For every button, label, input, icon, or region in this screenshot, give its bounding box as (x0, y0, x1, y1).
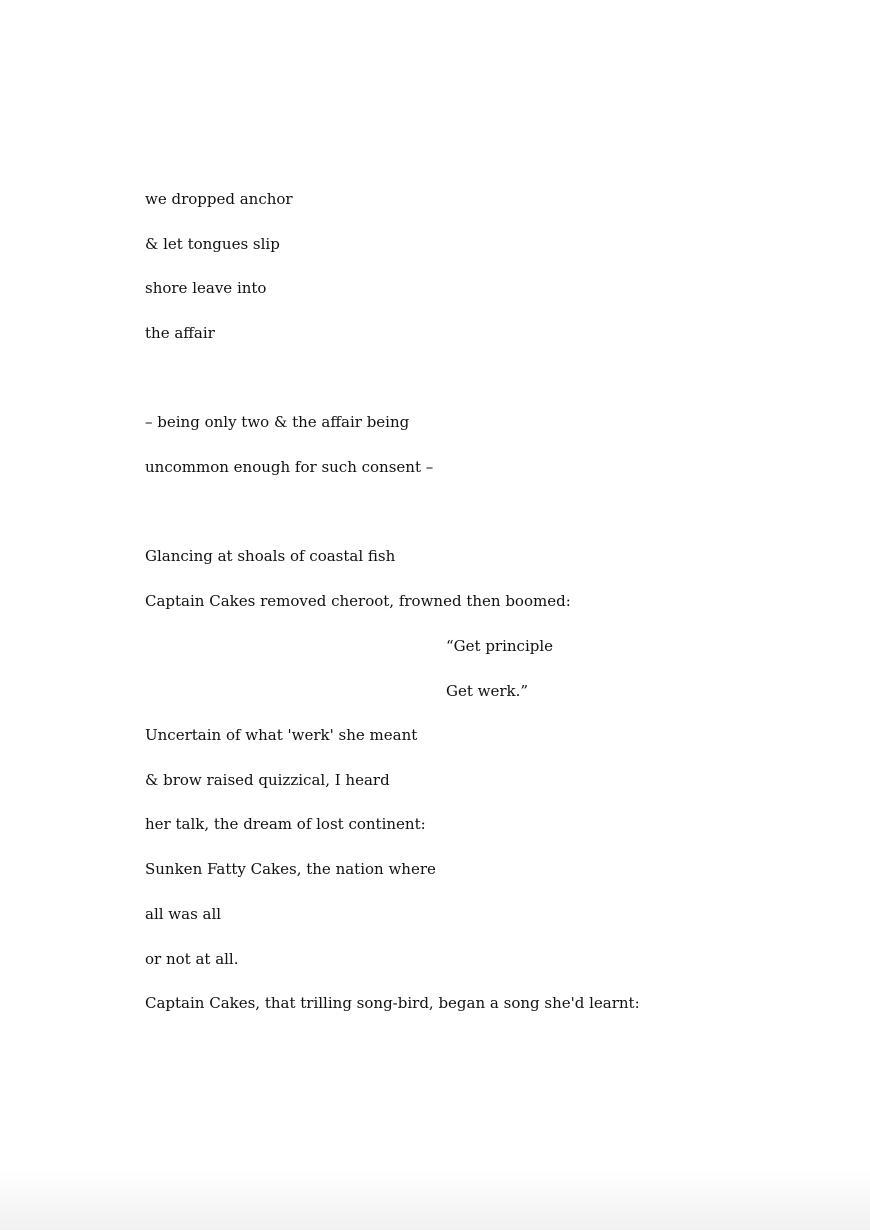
poem-line: the affair (145, 324, 215, 342)
poem-quote-line: Get werk.” (446, 682, 529, 700)
poem-line: we dropped anchor (145, 190, 293, 208)
poem-line: shore leave into (145, 279, 267, 297)
poem-line: or not at all. (145, 950, 239, 968)
poem-line: all was all (145, 905, 222, 923)
poem-line: & brow raised quizzical, I heard (145, 771, 390, 789)
poem-line: her talk, the dream of lost continent: (145, 815, 426, 833)
poem-line: – being only two & the affair being (145, 413, 410, 431)
poem-line: Uncertain of what 'werk' she meant (145, 726, 418, 744)
poem-quote-line: “Get principle (446, 637, 554, 655)
poem-line: Captain Cakes removed cheroot, frowned then boomed: (145, 592, 571, 610)
poem-line: uncommon enough for such consent – (145, 458, 434, 476)
poem-line: & let tongues slip (145, 235, 280, 253)
poem-line: Captain Cakes, that trilling song-bird, began a song she'd learnt: (145, 994, 640, 1012)
page-bottom-shadow (0, 1170, 870, 1230)
poem-line: Glancing at shoals of coastal fish (145, 547, 396, 565)
poem-line: Sunken Fatty Cakes, the nation where (145, 860, 436, 878)
